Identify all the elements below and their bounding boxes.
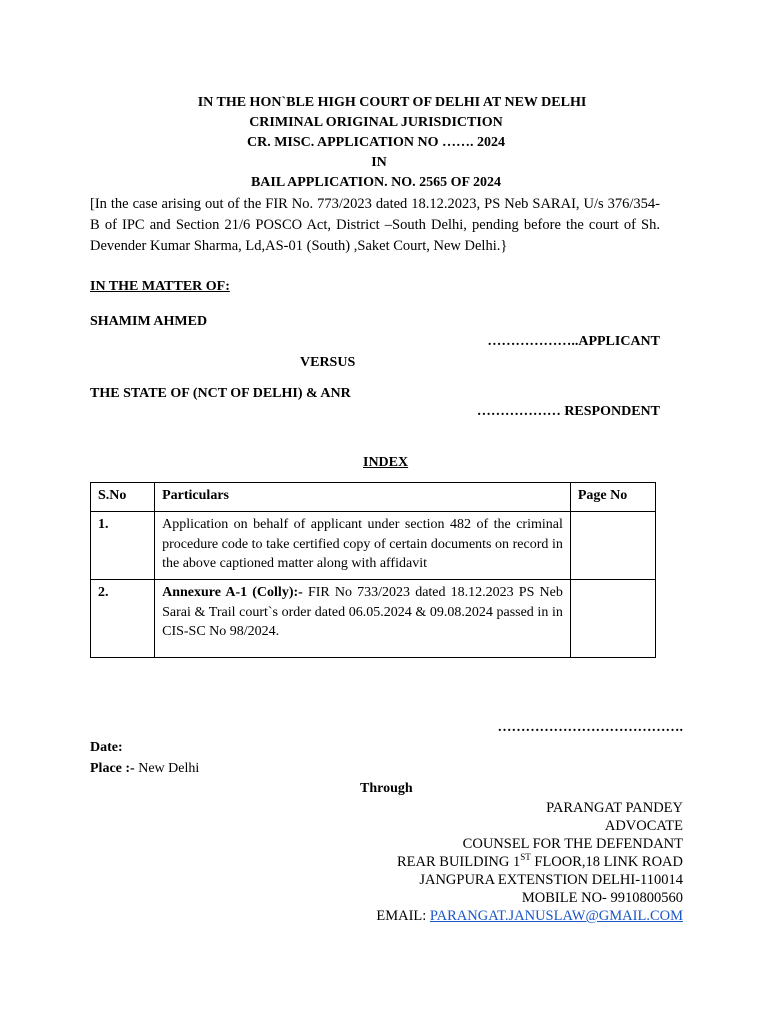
place-label: Place :- [90, 761, 135, 776]
court-heading [0, 93, 768, 193]
annexure-description: FIR No 733/2023 dated 18.12.2023 PS Neb Sarai & Trail court`s order dated 06.05.2024 & 09.08.2024 passed in in CIS-SC No 98/2024. [162, 585, 563, 639]
counsel-mobile: MOBILE NO- 9910800560 [521, 890, 683, 906]
applicant-role: ………………..APPLICANT [487, 334, 660, 349]
table-row [91, 580, 656, 658]
respondent-name: THE STATE OF (NCT OF DELHI) & ANR [90, 386, 351, 401]
counsel-name: PARANGAT PANDEY [546, 800, 683, 816]
row-particulars: Application on behalf of applicant under section 482 of the criminal procedure code to take certified copy of certain documents on record in the above captioned matter along with affidavit [155, 512, 571, 580]
annexure-label: Annexure A-1 (Colly):- [162, 585, 303, 600]
counsel-address-line2: JANGPURA EXTENSTION DELHI-110014 [419, 872, 683, 888]
header-page-no: Page No [570, 483, 655, 512]
row-sno: 2. [91, 580, 155, 658]
table-header-row [91, 483, 656, 512]
signature-line: …………………………………. [497, 720, 683, 735]
row-page-no [570, 580, 655, 658]
address-part: FLOOR,18 LINK ROAD [530, 854, 683, 870]
respondent-role: ……………… RESPONDENT [476, 404, 660, 419]
versus-label: VERSUS [300, 355, 356, 370]
counsel-block [376, 799, 683, 925]
bail-application-number: BAIL APPLICATION. NO. 2565 OF 2024 [250, 175, 502, 190]
email-link[interactable]: PARANGAT.JANUSLAW@GMAIL.COM [429, 908, 683, 924]
counsel-role: COUNSEL FOR THE DEFENDANT [462, 836, 683, 852]
counsel-title: ADVOCATE [604, 818, 683, 834]
row-sno: 1. [91, 512, 155, 580]
jurisdiction: CRIMINAL ORIGINAL JURISDICTION [249, 115, 503, 130]
counsel-address-line1 [376, 853, 683, 871]
email-label: EMAIL: [376, 908, 430, 924]
place-value: New Delhi [134, 761, 200, 776]
date-label: Date: [90, 740, 123, 755]
through-label: Through [360, 781, 413, 796]
header-particulars: Particulars [155, 483, 571, 512]
index-title: INDEX [363, 455, 409, 470]
address-part: REAR BUILDING 1 [396, 854, 521, 870]
address-superscript: ST [520, 852, 531, 863]
application-number: CR. MISC. APPLICATION NO ……. 2024 [247, 135, 505, 150]
applicant-name: SHAMIM AHMED [90, 314, 208, 329]
row-page-no [570, 512, 655, 580]
row-particulars [155, 580, 571, 658]
table-row [91, 512, 656, 580]
place-line [90, 761, 199, 777]
counsel-email-line [376, 907, 683, 925]
header-sno: S.No [91, 483, 155, 512]
in-connector: IN [371, 155, 387, 170]
court-name: IN THE HON`BLE HIGH COURT OF DELHI AT NEW DELHI [197, 95, 587, 110]
index-table [90, 482, 656, 658]
case-description: [In the case arising out of the FIR No. 773/2023 dated 18.12.2023, PS Neb SARAI, U/s 376/354-B of IPC and Section 21/6 POSCO Act, District –South Delhi, pending before the court of Sh. Devender Kumar Sharma, Ld,AS-01 (South) ,Saket Court, New Delhi.} [90, 196, 660, 254]
matter-label: IN THE MATTER OF: [90, 279, 230, 294]
